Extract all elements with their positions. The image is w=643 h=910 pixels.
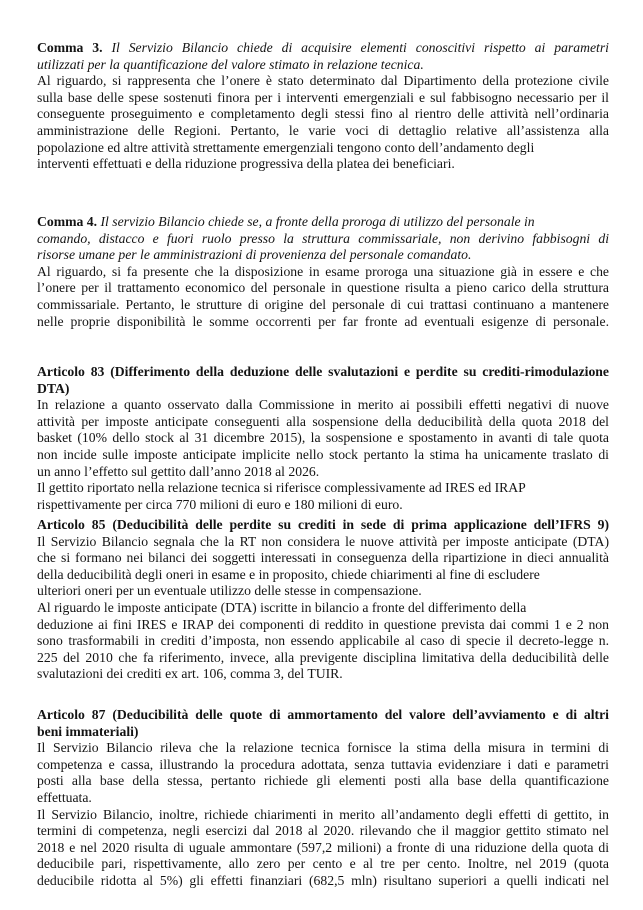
bold-text-run: Comma 3.: [37, 40, 112, 55]
bold-text-run: Comma 4.: [37, 214, 101, 229]
text-run: Il Servizio Bilancio rileva che la relazione tecnica fornisce la stima della misura in termini di: [37, 740, 609, 756]
text-run: un anno l’effetto sul gettito dall’anno 2018 al 2026.: [37, 463, 320, 479]
text-run: sono trasformabili in crediti d’imposta, non essendo applicabile al caso di specie il decreto-legge n.: [37, 633, 609, 649]
text-run: posti alla base della stessa, pertanto richiede gli elementi posti alla base della quantificazione: [37, 773, 609, 789]
text-line: [37, 414, 609, 431]
text-line: [37, 156, 609, 173]
text-run: deduzione ai fini IRES e IRAP dei componenti di reddito in questione prevista dai commi 1 e 2 non: [37, 616, 609, 632]
text-line: [37, 740, 609, 757]
text-line: [37, 57, 609, 74]
text-run: interventi effettuati e della riduzione progressiva della platea dei beneficiari.: [37, 156, 455, 172]
text-line: [37, 90, 609, 107]
text-run: Il Servizio Bilancio segnala che la RT non considera le nuove attività per imposte anticipate (DTA): [37, 533, 609, 549]
text-line: [37, 231, 609, 248]
text-line: [37, 430, 609, 447]
text-run: svalutazioni dei crediti ex art. 106, comma 3, del TUIR.: [37, 666, 343, 682]
text-line: [37, 583, 609, 600]
text-run: Al riguardo le imposte anticipate (DTA) iscritte in bilancio a fronte del differimento della: [37, 599, 527, 615]
text-line: [37, 807, 609, 824]
text-line: [37, 140, 609, 157]
bold-text-run: Articolo 83 (Differimento della deduzione delle svalutazioni e perdite su crediti-rimodulazione: [37, 364, 609, 379]
italic-text-run: utilizzati per la quantificazione del valore stimato in relazione tecnica.: [37, 56, 424, 72]
text-line: [37, 123, 609, 140]
text-run: non incide sulle imposte anticipate implicite nello stock pertanto la stima ha unicamente traslato di: [37, 446, 609, 462]
text-run: Il gettito riportato nella relazione tecnica si riferisce complessivamente ad IRES ed IRAP: [37, 480, 526, 496]
text-line: [37, 724, 609, 741]
text-line: [37, 650, 609, 667]
text-line: [37, 264, 609, 281]
text-line: [37, 517, 609, 534]
text-line: [37, 633, 609, 650]
comma-4-section: [37, 214, 609, 330]
text-run: basket (10% dello stock al 31 dicembre 2015), la sospensione e spostamento in avanti di tale quota: [37, 430, 609, 446]
text-line: [37, 856, 609, 873]
bold-text-run: Articolo 87 (Deducibilità delle quote di ammortamento del valore dell’avviamento e di altri: [37, 707, 609, 722]
text-line: [37, 840, 609, 857]
text-run: In relazione a quanto osservato dalla Commissione in merito ai possibili effetti negativi di nuove: [37, 397, 609, 413]
articolo-87-section: [37, 707, 609, 890]
text-line: [37, 106, 609, 123]
text-line: [37, 567, 609, 584]
text-line: [37, 397, 609, 414]
text-run: deducibile pari, rispettivamente, allo zero per cento e al tre per cento. Inoltre, nel 2019 (quota: [37, 856, 609, 872]
comma-3-section: [37, 40, 609, 173]
text-run: della deducibilità degli oneri in esame e in proposito, chiede chiarimenti al fine di escludere: [37, 566, 540, 582]
bold-text-run: DTA): [37, 380, 70, 396]
articolo-85-section: [37, 517, 609, 683]
italic-text-run: comando, distacco e fuori ruolo presso la struttura commissariale, non derivino fabbisogni di: [37, 230, 609, 246]
text-line: [37, 707, 609, 724]
text-line: [37, 480, 609, 497]
italic-text-run: risorse umane per le amministrazioni di provenienza del personale comandato.: [37, 247, 472, 263]
text-run: commissariale. Pertanto, le strutture di origine del personale di cui trattasi continuano a mantenere: [37, 296, 610, 312]
text-line: [37, 550, 609, 567]
text-run: conseguente proseguimento e completamento degli stessi fino al rientro delle attività nell’ordinaria: [37, 106, 609, 122]
text-run: Il Servizio Bilancio, inoltre, richiede chiarimenti in merito all’andamento degli effetti di gettito, in: [37, 806, 609, 822]
text-line: [37, 297, 609, 314]
text-line: [37, 600, 609, 617]
text-run: sulla base delle spese sostenuti finora per i interventi emergenziali e sul fabbisogno necessario per il: [37, 89, 609, 105]
text-line: [37, 314, 609, 331]
italic-text-run: Il Servizio Bilancio chiede di acquisire elementi conoscitivi rispetto ai parametri: [111, 40, 609, 55]
text-line: [37, 773, 609, 790]
text-line: [37, 666, 609, 683]
text-run: rispettivamente per circa 770 milioni di euro e 180 milioni di euro.: [37, 496, 403, 512]
articolo-83-section: [37, 364, 609, 513]
text-run: competenza e cassa, illustrando la procedura adottata, senza tuttavia evidenziare i dati e parametri: [37, 756, 609, 772]
text-run: Al riguardo, si fa presente che la disposizione in esame proroga una situazione già in essere e che: [37, 263, 609, 279]
text-line: [37, 214, 609, 231]
text-run: attività per imposte anticipate conseguenti alla sospensione della deducibilità della quota 2018 del: [37, 413, 609, 429]
text-line: [37, 73, 609, 90]
bold-text-run: Articolo 85 (Deducibilità delle perdite su crediti in sede di prima applicazione dell’IFRS 9): [37, 517, 609, 532]
text-line: [37, 40, 609, 57]
text-line: [37, 364, 609, 381]
italic-text-run: Il servizio Bilancio chiede se, a fronte della proroga di utilizzo del personale in: [100, 214, 535, 229]
bold-text-run: beni immateriali): [37, 723, 139, 739]
text-line: [37, 280, 609, 297]
text-line: [37, 757, 609, 774]
text-run: termini di competenza, negli esercizi dal 2018 al 2020. rilevando che il maggior gettito stimato nel: [37, 823, 609, 839]
text-run: deducibile ridotta al 5%) gli effetti finanziari (682,5 mln) risultano superiori a quelli indicati nel: [37, 872, 609, 888]
text-run: che si formano nei bilanci dei soggetti interessati in conseguenza della ripartizione in dieci annualità: [37, 550, 609, 566]
text-run: ulteriori oneri per un eventuale utilizzo delle stesse in compensazione.: [37, 583, 422, 599]
text-line: [37, 497, 609, 514]
text-line: [37, 464, 609, 481]
text-run: 225 del 2010 che fa riferimento, invece, alla previgente disciplina limitativa della deducibilità delle: [37, 649, 609, 665]
text-line: [37, 823, 609, 840]
text-line: [37, 617, 609, 634]
text-line: [37, 247, 609, 264]
text-run: amministrazione delle Regioni. Pertanto, le varie voci di dettaglio relative all’assistenza alla: [37, 122, 609, 138]
text-run: popolazione ed altre attività strettamente emergenziali tengono conto dell’andamento degli: [37, 139, 535, 155]
text-line: [37, 381, 609, 398]
text-run: nelle proprie disponibilità le somme occorrenti per far fronte ad eventuali esigenze di personale.: [37, 313, 609, 329]
text-run: Al riguardo, si rappresenta che l’onere è stato determinato dal Dipartimento della protezione civile: [37, 73, 610, 89]
text-run: 2018 e nel 2020 risulta di uguale ammontare (597,2 milioni) a fronte di una riduzione della quota di: [37, 839, 609, 855]
text-run: effettuata.: [37, 789, 92, 805]
text-run: l’onere per il trattamento economico del personale in questione risulta a pieno carico della struttura: [37, 280, 609, 296]
text-line: [37, 534, 609, 551]
text-line: [37, 873, 609, 890]
text-line: [37, 447, 609, 464]
text-line: [37, 790, 609, 807]
